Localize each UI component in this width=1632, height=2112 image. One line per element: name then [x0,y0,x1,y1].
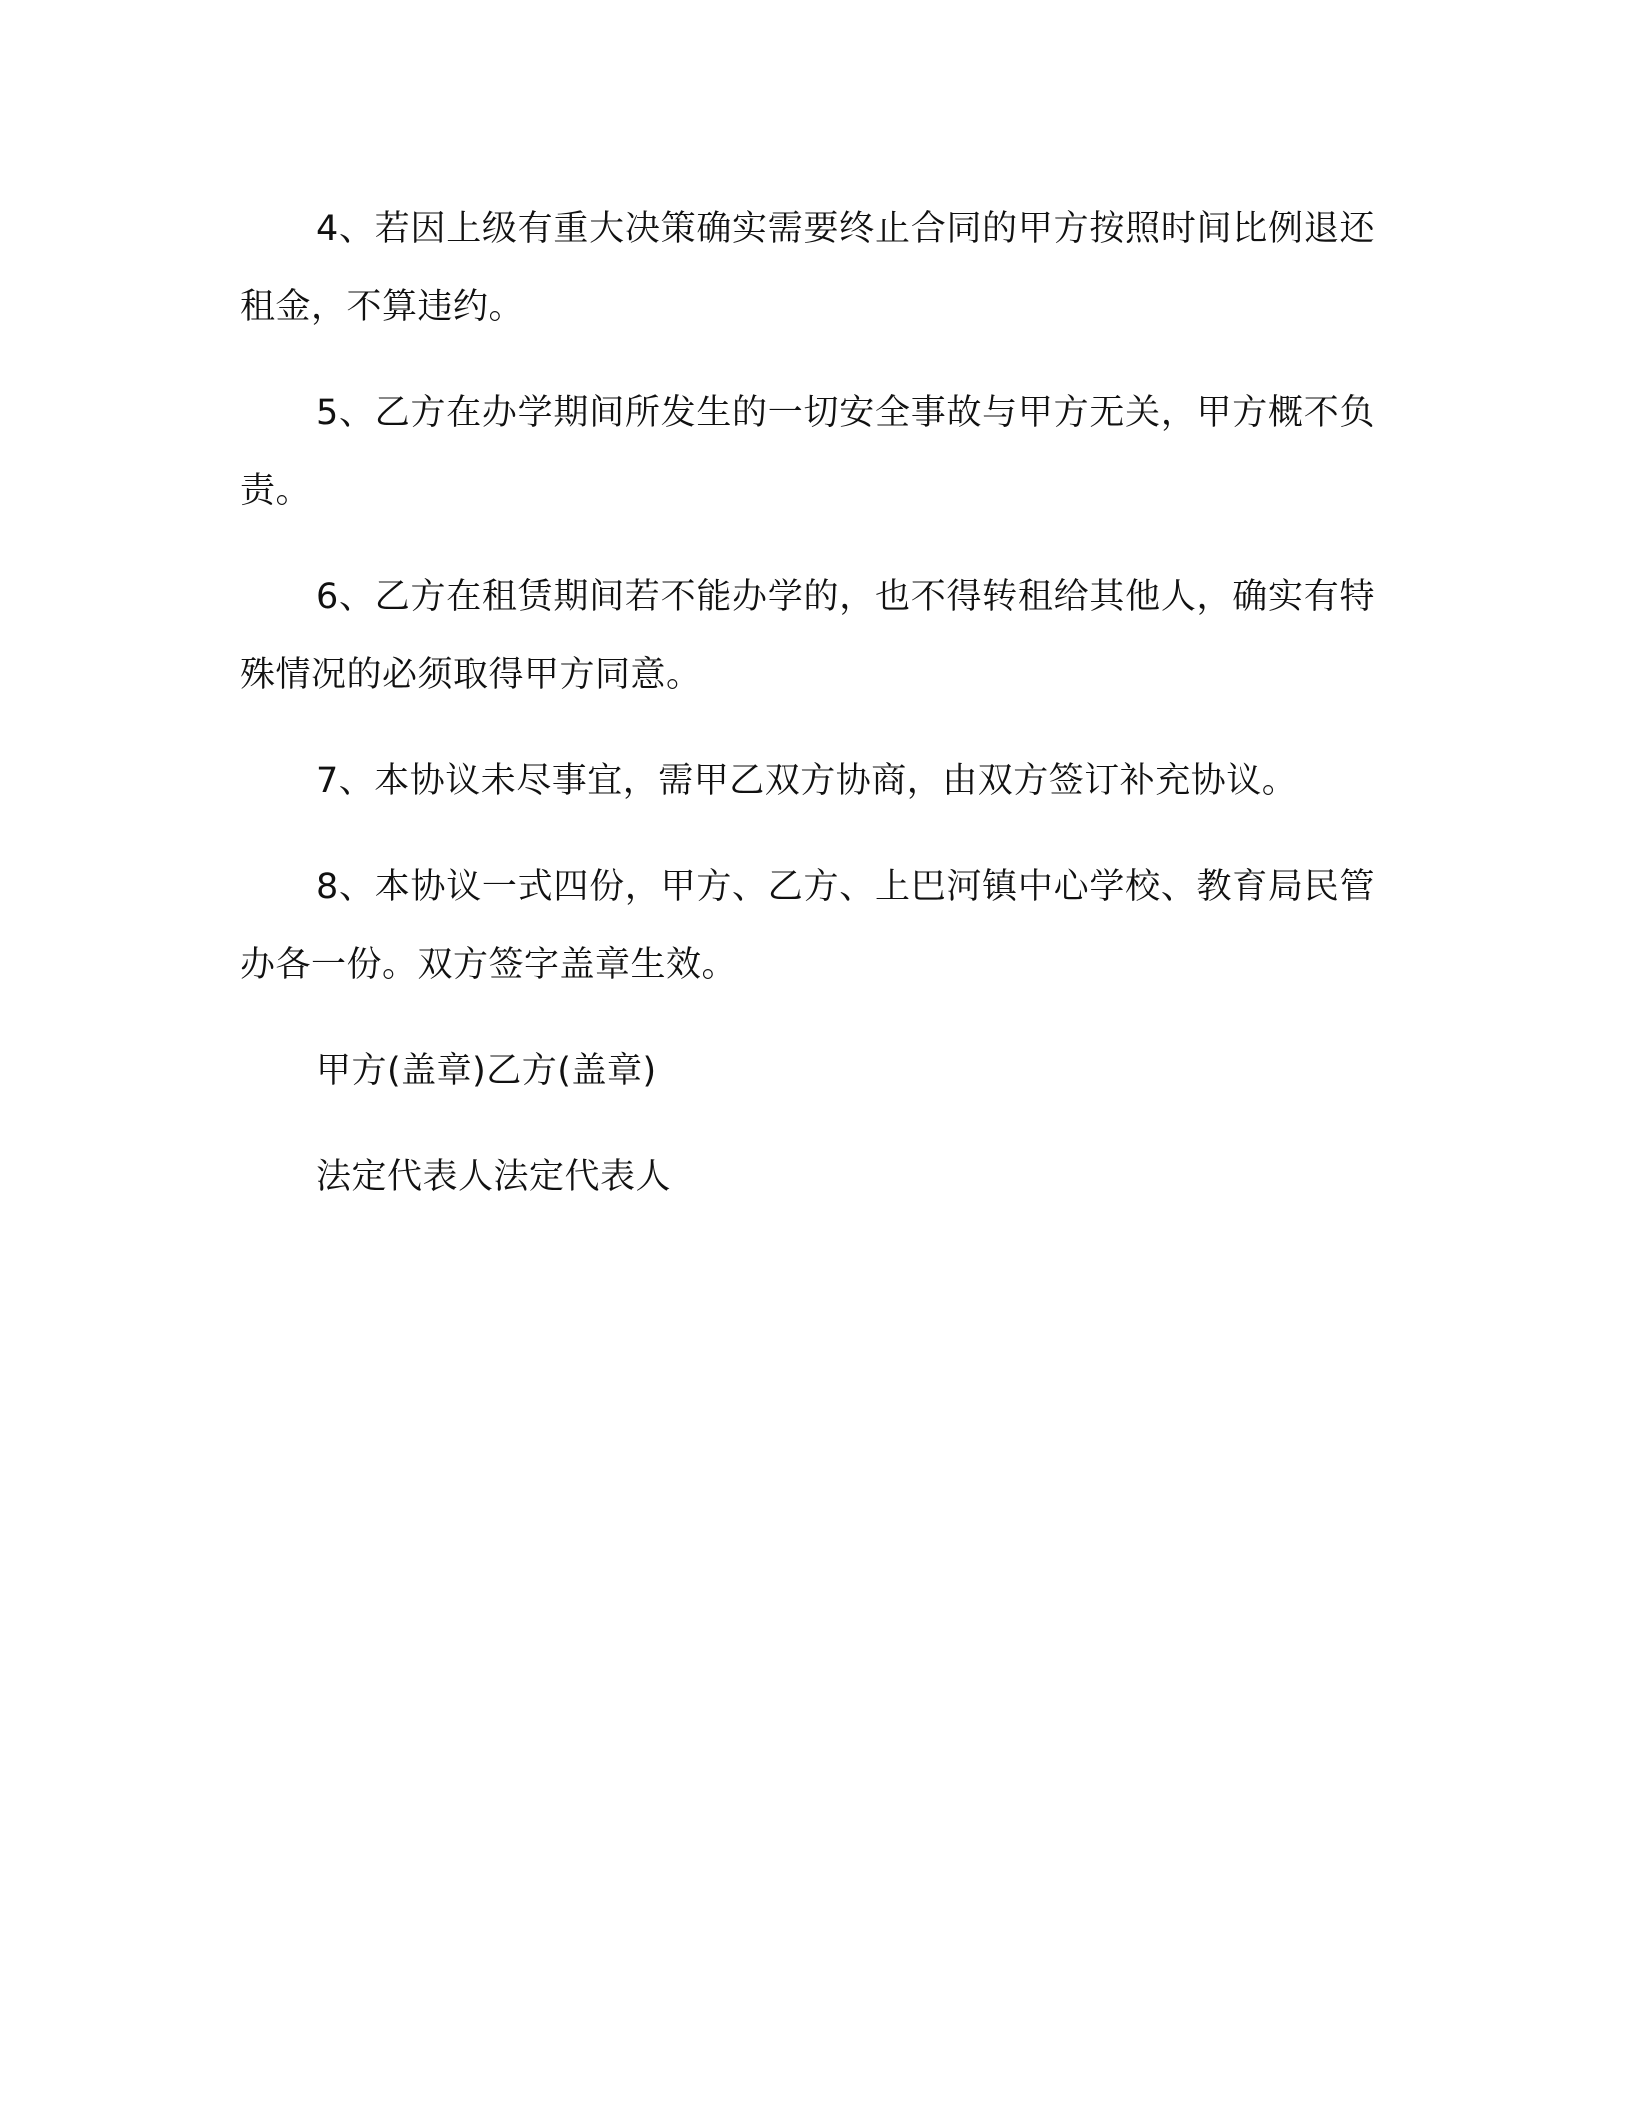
clause-7: 7、本协议未尽事宜，需甲乙双方协商，由双方签订补充协议。 [316,761,1298,801]
signature-parties-line: 甲方(盖章)乙方(盖章) [316,1051,657,1091]
clause-6: 6、乙方在租赁期间若不能办学的，也不得转租给其他人，确实有特殊情况的必须取得甲方同意。 [240,577,1375,695]
clause-5: 5、乙方在办学期间所发生的一切安全事故与甲方无关，甲方概不负责。 [240,393,1375,511]
clause-8: 8、本协议一式四份，甲方、乙方、上巴河镇中心学校、教育局民管办各一份。双方签字盖章生效。 [240,867,1375,985]
document-body [240,190,1375,1244]
clause-4: 4、若因上级有重大决策确实需要终止合同的甲方按照时间比例退还租金，不算违约。 [240,209,1375,327]
signature-representatives-line: 法定代表人法定代表人 [316,1157,672,1197]
